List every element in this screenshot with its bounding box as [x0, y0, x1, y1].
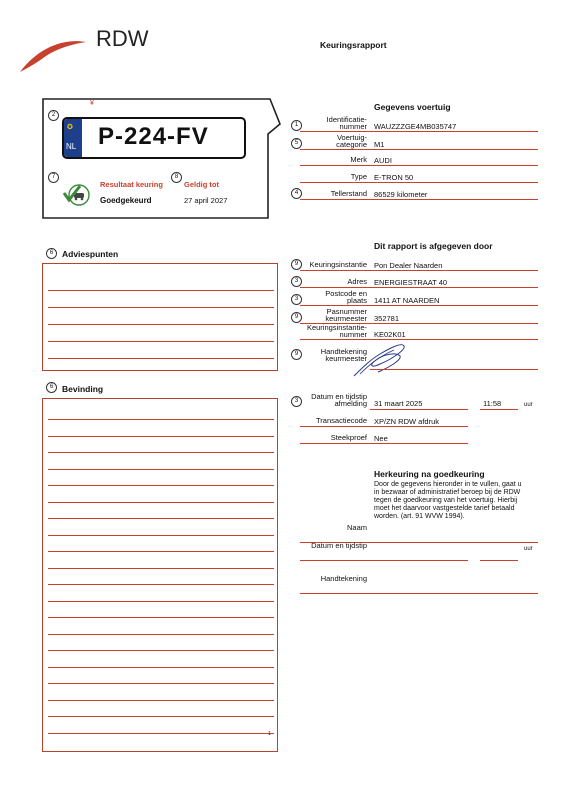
marker-plate: 2	[48, 110, 59, 121]
vehicle-marker: 1	[291, 120, 302, 131]
bevinding-title: Bevinding	[62, 384, 104, 394]
signature-line	[370, 369, 538, 370]
issuer-row-label: Pasnummer	[326, 307, 367, 316]
valid-label: Geldig tot	[184, 180, 219, 189]
bevinding-line	[48, 469, 274, 470]
vehicle-marker: 4	[291, 188, 302, 199]
issuer-row-label-2: nummer	[339, 330, 367, 339]
reinspection-time-field[interactable]	[480, 550, 518, 561]
issuer-marker: 3	[291, 276, 302, 287]
advies-box	[42, 263, 278, 371]
result-label: Resultaat keuring	[100, 180, 163, 189]
reinspection-text-1: Door de gegevens hieronder in te vullen, gaat u	[374, 481, 522, 488]
advies-title: Adviespunten	[62, 249, 119, 259]
signature-label-1: Handtekening	[320, 347, 367, 356]
reinspection-date-label: Datum en tijdstip	[311, 541, 367, 550]
bevinding-line	[48, 700, 274, 701]
vehicle-row-value: WAUZZZGE4MB035747	[374, 122, 457, 131]
vehicle-row-value: AUDI	[374, 156, 392, 165]
reinspection-sign-label: Handtekening	[320, 574, 367, 583]
issuer-row-value: 352781	[374, 314, 400, 323]
vehicle-row-line	[300, 165, 538, 166]
issuer-row-line	[300, 270, 538, 271]
vehicle-row-label: Type	[350, 172, 367, 181]
issuer-marker: 3	[291, 294, 302, 305]
bevinding-line	[48, 436, 274, 437]
time-line	[480, 409, 518, 410]
transaction-line	[300, 426, 468, 427]
signature-label-2: keurmeester	[325, 354, 367, 363]
vehicle-row-label-2: categorie	[336, 140, 367, 149]
time-unit: uur	[524, 402, 533, 408]
marker-registration: 3	[291, 396, 302, 407]
advies-line	[48, 341, 274, 342]
marker-bevinding: 6	[46, 382, 57, 393]
document-title: Keuringsrapport	[320, 40, 387, 50]
date-line	[370, 409, 468, 410]
bevinding-line	[48, 419, 274, 420]
bevinding-line	[48, 502, 274, 503]
issuer-row-label-2: keurmeester	[325, 314, 367, 323]
plate-mark: ¥	[90, 100, 94, 107]
reinspection-title: Herkeuring na goedkeuring	[374, 469, 485, 479]
vehicle-row-label: Tellerstand	[330, 189, 367, 198]
bevinding-line	[48, 617, 274, 618]
bevinding-line	[48, 650, 274, 651]
valid-value: 27 april 2027	[184, 196, 228, 205]
transaction-label: Transactiecode	[316, 416, 367, 425]
license-plate	[62, 117, 246, 159]
vehicle-row-label: Identificatie-	[326, 115, 367, 124]
issuer-row-line	[300, 305, 538, 306]
rdw-logo-icon	[18, 38, 90, 74]
vehicle-row-line	[300, 149, 538, 150]
advies-line	[48, 307, 274, 308]
time-value: 11:58	[483, 399, 502, 408]
brand-name: RDW	[96, 26, 149, 51]
bevinding-line	[48, 551, 274, 552]
issuer-row-value: 1411 AT NAARDEN	[374, 296, 440, 305]
issuer-title: Dit rapport is afgegeven door	[374, 241, 493, 251]
issuer-row-line	[300, 339, 538, 340]
issuer-row-label: Keuringsinstantie-	[306, 323, 367, 332]
bevinding-line	[48, 584, 274, 585]
bevinding-line	[48, 601, 274, 602]
vehicle-title: Gegevens voertuig	[374, 102, 451, 112]
advies-line	[48, 290, 274, 291]
reinspection-time-unit: uur	[524, 546, 533, 552]
bevinding-line	[48, 452, 274, 453]
vehicle-row-value: M1	[374, 140, 385, 149]
eu-stars-icon: ✪	[67, 124, 73, 131]
issuer-marker: 9	[291, 259, 302, 270]
issuer-row-value: ENERGIESTRAAT 40	[374, 278, 448, 287]
advies-line	[48, 324, 274, 325]
bevinding-line	[48, 485, 274, 486]
issuer-row-label: Keuringsinstantie	[309, 260, 367, 269]
vehicle-row-value: E-TRON 50	[374, 173, 414, 182]
vehicle-row-label: Merk	[350, 155, 367, 164]
plate-country: NL	[66, 142, 77, 151]
bevinding-line	[48, 535, 274, 536]
bevinding-line	[48, 733, 274, 734]
issuer-row-label: Postcode en	[325, 289, 367, 298]
approved-car-check-icon	[62, 183, 92, 207]
steekproef-value: Nee	[374, 434, 388, 443]
reinspection-date-field[interactable]	[300, 550, 468, 561]
advies-line	[48, 358, 274, 359]
plate-number: P-224-FV	[98, 123, 209, 150]
steekproef-line	[300, 443, 468, 444]
reinspection-text-4: moet het daarvoor vastgestelde tarief betaald	[374, 505, 515, 512]
name-label: Naam	[346, 523, 367, 532]
reinspection-text-2: in bezwaar of administratief beroep bij de RDW	[374, 489, 521, 496]
reinspection-text-3: tegen de goedkeuring van het voertuig. Hierbij	[374, 497, 518, 504]
vehicle-row-line	[300, 131, 538, 132]
transaction-value: XP/ZN RDW afdruk	[374, 417, 440, 426]
vehicle-row-line	[300, 199, 538, 200]
issuer-row-line	[300, 287, 538, 288]
bevinding-line	[48, 667, 274, 668]
date-value: 31 maart 2025	[374, 399, 423, 408]
bevinding-line	[48, 634, 274, 635]
marker-signature: 9	[291, 349, 302, 360]
reinspection-sign-field[interactable]	[300, 583, 538, 594]
signature-image	[350, 338, 410, 380]
date-label-2: afmelding	[334, 399, 367, 408]
bevinding-page-number: 1	[268, 731, 271, 737]
vehicle-marker: 5	[291, 138, 302, 149]
marker-advies: 6	[46, 248, 57, 259]
bevinding-line	[48, 568, 274, 569]
date-label-1: Datum en tijdstip	[311, 392, 367, 401]
issuer-marker: 9	[291, 312, 302, 323]
result-value: Goedgekeurd	[100, 196, 152, 205]
bevinding-line	[48, 518, 274, 519]
vehicle-row-line	[300, 182, 538, 183]
bevinding-line	[48, 716, 274, 717]
marker-result: 7	[48, 172, 59, 183]
issuer-row-value: Pon Dealer Naarden	[374, 261, 443, 270]
vehicle-row-label-2: nummer	[339, 122, 367, 131]
vehicle-row-label: Voertuig-	[336, 133, 367, 142]
bevinding-line	[48, 683, 274, 684]
issuer-row-label: Adres	[347, 277, 367, 286]
vehicle-row-value: 86529 kilometer	[374, 190, 428, 199]
issuer-row-label-2: plaats	[346, 296, 367, 305]
steekproef-label: Steekproef	[330, 433, 367, 442]
marker-valid: 8	[171, 172, 182, 183]
issuer-row-value: KE02K01	[374, 330, 406, 339]
reinspection-text-5: worden. (art. 91 WVW 1994).	[374, 513, 465, 520]
